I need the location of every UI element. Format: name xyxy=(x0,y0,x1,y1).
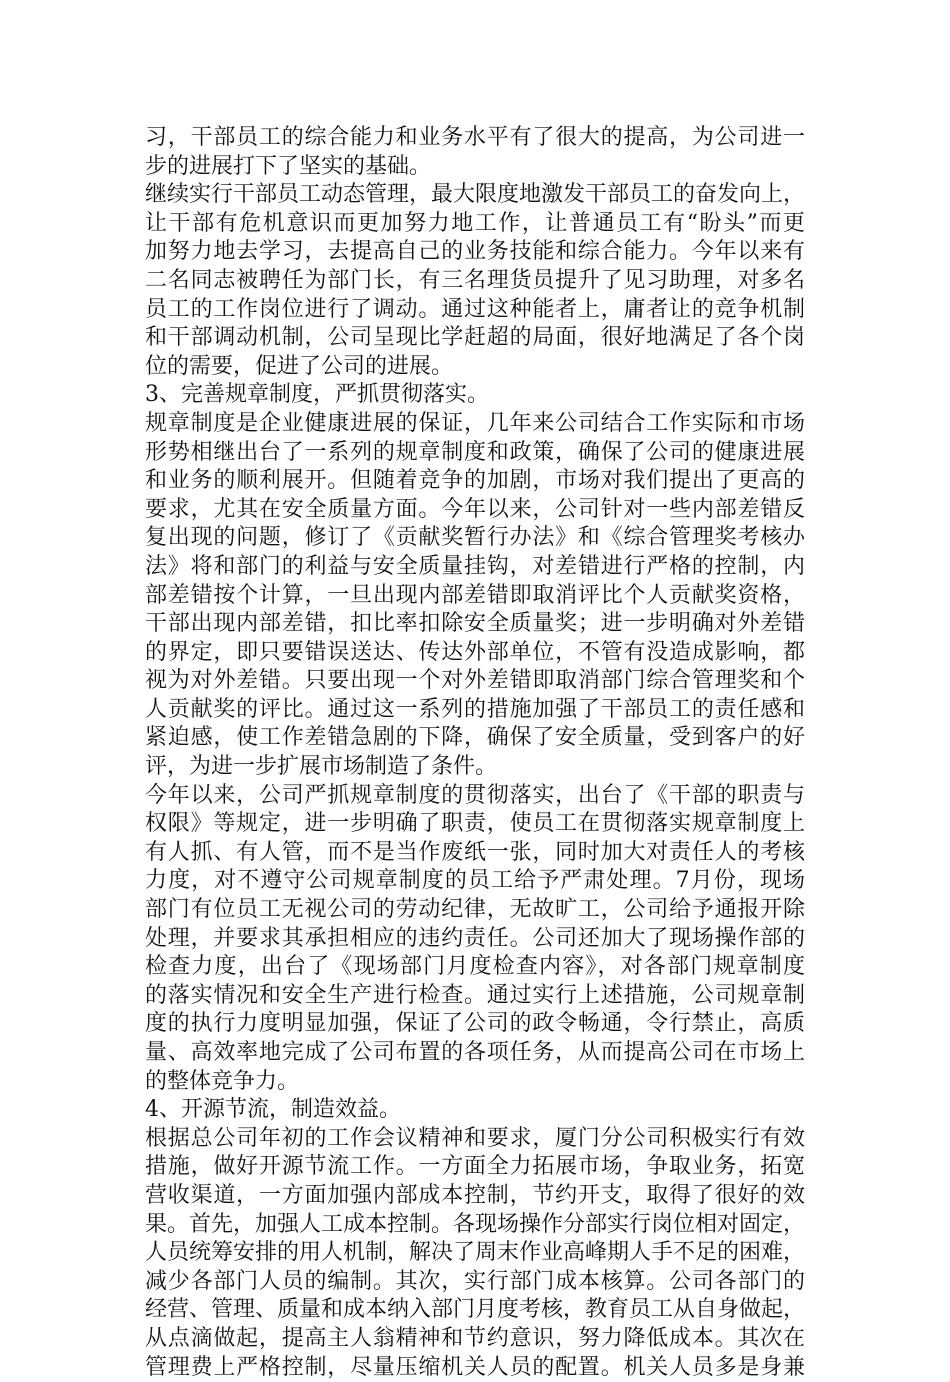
text-line: 3、完善规章制度，严抓贯彻落实。 xyxy=(145,382,489,408)
text-line: 的落实情况和安全生产进行检查。通过实行上述措施，公司规章制 xyxy=(145,982,805,1008)
text-line: 检查力度，出台了《现场部门月度检查内容》，对各部门规章制度 xyxy=(145,954,805,980)
text-line: 加努力地去学习，去提高自己的业务技能和综合能力。今年以来有 xyxy=(145,239,805,265)
text-line: 部门有位员工无视公司的劳动纪律，无故旷工，公司给予通报开除 xyxy=(145,897,805,923)
text-line: 干部出现内部差错，扣比率扣除安全质量奖；进一步明确对外差错 xyxy=(145,611,805,637)
text-line: 位的需要，促进了公司的进展。 xyxy=(145,353,454,379)
text-line: 的界定，即只要错误送达、传达外部单位，不管有没造成影响，都 xyxy=(145,639,805,665)
text-line: 人员统筹安排的用人机制，解决了周末作业高峰期人手不足的困难， xyxy=(145,1240,805,1266)
text-line: 从点滴做起，提高主人翁精神和节约意识，努力降低成本。其次在 xyxy=(145,1325,805,1351)
text-line: 紧迫感，使工作差错急剧的下降，确保了安全质量，受到客户的好 xyxy=(145,725,805,751)
text-line: 营收渠道，一方面加强内部成本控制，节约开支，取得了很好的效 xyxy=(145,1182,805,1208)
text-line: 步的进展打下了坚实的基础。 xyxy=(145,153,432,179)
text-line: 管理费上严格控制，尽量压缩机关人员的配置。机关人员多是身兼 xyxy=(145,1354,805,1380)
text-line: 今年以来，公司严抓规章制度的贯彻落实，出台了《干部的职责与 xyxy=(145,782,805,808)
text-line: 二名同志被聘任为部门长，有三名理货员提升了见习助理，对多名 xyxy=(145,267,805,293)
text-line: 措施，做好开源节流工作。一方面全力拓展市场，争取业务，拓宽 xyxy=(145,1154,805,1180)
text-line: 度的执行力度明显加强，保证了公司的政令畅通，令行禁止，高质 xyxy=(145,1011,805,1037)
text-line: 果。首先，加强人工成本控制。各现场操作分部实行岗位相对固定， xyxy=(145,1211,805,1237)
text-line: 人贡献奖的评比。通过这一系列的措施加强了干部员工的责任感和 xyxy=(145,696,805,722)
text-line: 评，为进一步扩展市场制造了条件。 xyxy=(145,754,498,780)
text-line: 让干部有危机意识而更加努力地工作，让普通员工有“盼头”而更 xyxy=(145,210,805,236)
text-line: 法》将和部门的利益与安全质量挂钩，对差错进行严格的控制，内 xyxy=(145,553,805,579)
text-line: 员工的工作岗位进行了调动。通过这种能者上，庸者让的竞争机制 xyxy=(145,296,805,322)
text-line: 习，干部员工的综合能力和业务水平有了很大的提高，为公司进一 xyxy=(145,125,805,150)
text-line: 力度，对不遵守公司规章制度的员工给予严肃处理。7月份，现场 xyxy=(145,868,805,894)
text-line: 继续实行干部员工动态管理，最大限度地激发干部员工的奋发向上， xyxy=(145,182,805,208)
text-line: 要求，尤其在安全质量方面。今年以来，公司针对一些内部差错反 xyxy=(145,496,805,522)
text-line: 根据总公司年初的工作会议精神和要求，厦门分公司积极实行有效 xyxy=(145,1125,805,1151)
text-line: 视为对外差错。只要出现一个对外差错即取消部门综合管理奖和个 xyxy=(145,668,805,694)
document-body xyxy=(145,124,805,1382)
text-line: 权限》等规定，进一步明确了职责，使员工在贯彻落实规章制度上 xyxy=(145,811,805,837)
text-line: 的整体竞争力。 xyxy=(145,1068,300,1094)
text-line: 有人抓、有人管，而不是当作废纸一张，同时加大对责任人的考核 xyxy=(145,839,805,865)
text-line: 处理，并要求其承担相应的违约责任。公司还加大了现场操作部的 xyxy=(145,925,805,951)
text-line: 规章制度是企业健康进展的保证，几年来公司结合工作实际和市场 xyxy=(145,410,805,436)
text-line: 复出现的问题，修订了《贡献奖暂行办法》和《综合管理奖考核办 xyxy=(145,525,805,551)
text-line: 和干部调动机制，公司呈现比学赶超的局面，很好地满足了各个岗 xyxy=(145,325,805,351)
text-line: 和业务的顺利展开。但随着竞争的加剧，市场对我们提出了更高的 xyxy=(145,468,805,494)
text-line: 4、开源节流，制造效益。 xyxy=(145,1097,401,1123)
text-line: 经营、管理、质量和成本纳入部门月度考核，教育员工从自身做起， xyxy=(145,1297,805,1323)
text-line: 形势相继出台了一系列的规章制度和政策，确保了公司的健康进展 xyxy=(145,439,805,465)
text-line: 量、高效率地完成了公司布置的各项任务，从而提高公司在市场上 xyxy=(145,1040,805,1065)
text-line: 部差错按个计算，一旦出现内部差错即取消评比个人贡献奖资格， xyxy=(145,582,805,608)
text-line: 减少各部门人员的编制。其次，实行部门成本核算。公司各部门的 xyxy=(145,1268,805,1294)
